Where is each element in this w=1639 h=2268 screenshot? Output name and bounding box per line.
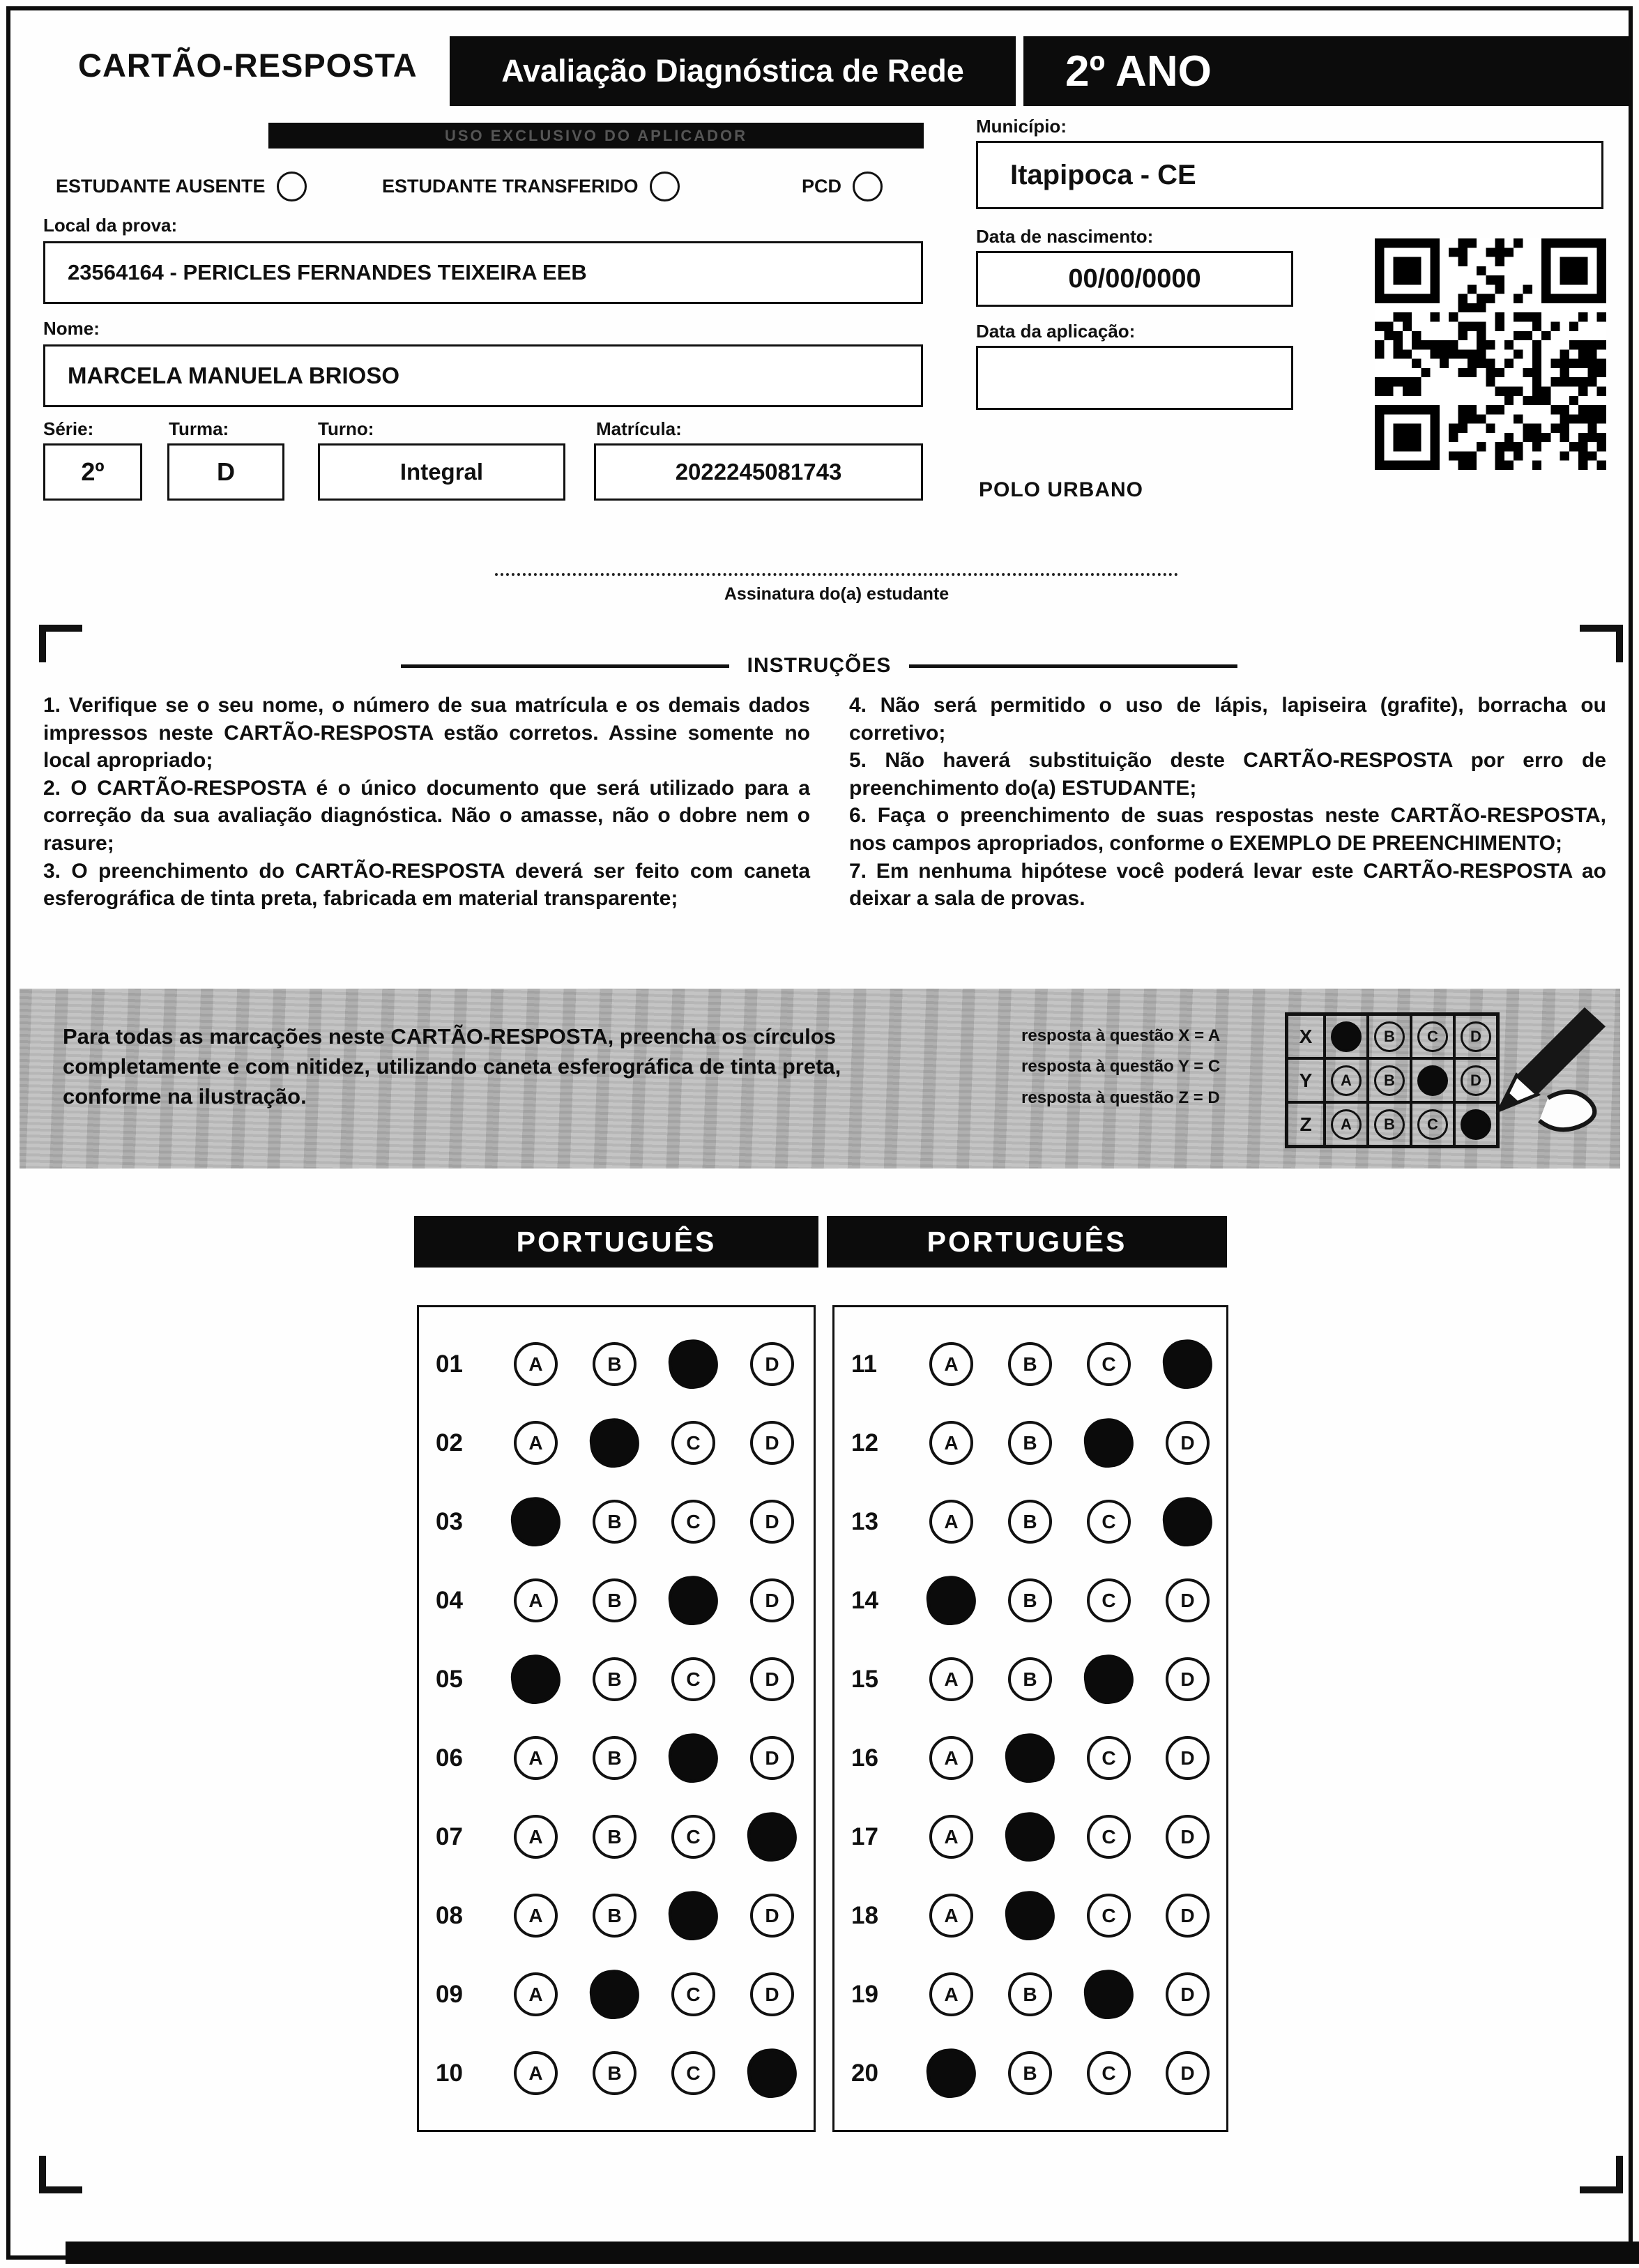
instructions-heading [401,654,1237,678]
nome-value: MARCELA MANUELA BRIOSO [43,344,923,407]
answer-bubble-01-C-marked [666,1337,721,1392]
answer-bubble-12-D: D [1166,1421,1210,1465]
answer-bubble-14-C: C [1087,1578,1131,1622]
answer-bubble-17-B-marked [1003,1809,1058,1864]
example-cell-X-B [1368,1014,1411,1058]
answer-bubble-10-A: A [514,2051,558,2095]
answer-bubble-16-A: A [929,1736,973,1780]
answer-bubble-02-A: A [514,1421,558,1465]
example-bubble-Z-C: C [1417,1109,1448,1140]
question-row-05 [436,1657,814,1701]
example-row-label-Z: Z [1287,1102,1325,1146]
answer-bubble-18-C: C [1087,1894,1131,1938]
example-bubble-Y-C-marked [1417,1065,1448,1096]
answer-bubble-07-A: A [514,1815,558,1859]
answer-bubble-13-A: A [929,1500,973,1544]
answer-bubble-08-C-marked [666,1888,721,1943]
question-number-11: 11 [851,1350,877,1378]
pen-hand-icon [1487,994,1609,1144]
answer-bubble-01-B: B [593,1342,636,1386]
answer-bubble-15-B: B [1008,1657,1052,1701]
answer-bubble-18-B-marked [1003,1888,1058,1943]
example-bubble-Z-A: A [1331,1109,1362,1140]
qr-code [1375,238,1606,470]
answer-bubble-16-D: D [1166,1736,1210,1780]
example-cell-Y-A [1325,1058,1368,1102]
question-number-09: 09 [436,1980,463,2008]
answer-bubble-04-D: D [750,1578,794,1622]
question-row-09 [436,1972,814,2016]
example-bubble-Y-D: D [1461,1065,1491,1096]
answer-bubble-03-A-marked [508,1494,563,1549]
answer-bubble-10-C: C [671,2051,715,2095]
answer-bubble-11-B: B [1008,1342,1052,1386]
answer-bubble-01-D: D [750,1342,794,1386]
answer-bubble-07-D-marked [745,1809,800,1864]
instruction-item-6: 6. Faça o preenchimento de suas respostas neste CARTÃO-RESPOSTA, nos campos apropriados, conforme o EXEMPLO DE PREENCHIMENTO; [849,804,1606,855]
answer-bubble-18-D: D [1166,1894,1210,1938]
question-row-01 [436,1342,814,1386]
example-row-label-Y: Y [1287,1058,1325,1102]
instructions-column-right [849,692,1606,913]
answer-bubble-17-D: D [1166,1815,1210,1859]
fill-example-key [1021,1021,1220,1113]
answer-bubble-01-A: A [514,1342,558,1386]
corner-mark-top-left [39,625,82,662]
answer-bubble-09-C: C [671,1972,715,2016]
answer-bubble-09-B-marked [587,1967,642,2022]
answer-bubble-07-C: C [671,1815,715,1859]
question-row-06 [436,1736,814,1780]
section-title-portugues-1: PORTUGUÊS [414,1216,818,1268]
pcd-bubble [853,172,883,201]
answer-bubble-17-A: A [929,1815,973,1859]
answer-bubble-20-C: C [1087,2051,1131,2095]
answer-bubble-07-B: B [593,1815,636,1859]
matricula-label: Matrícula: [596,418,682,439]
answer-bubble-15-D: D [1166,1657,1210,1701]
question-row-17 [851,1815,1226,1859]
corner-mark-bottom-right [1580,2156,1623,2193]
answer-bubble-02-B-marked [587,1415,642,1470]
estudante-transferido-bubble [650,172,680,201]
answer-bubble-13-C: C [1087,1500,1131,1544]
question-number-03: 03 [436,1507,463,1535]
status-estudante-transferido [382,172,680,201]
fill-example-text: Para todas as marcações neste CARTÃO-RESPOSTA, preencha os círculos completamente e com nitidez, utilizando caneta esferográfica de tinta preta, conforme na ilustração. [63,1024,841,1109]
question-row-19 [851,1972,1226,2016]
instructions-column-left [43,692,810,913]
question-row-14 [851,1578,1226,1622]
exam-name-banner: Avaliação Diagnóstica de Rede [450,36,1016,106]
municipio-label: Município: [976,116,1067,137]
question-number-18: 18 [851,1901,878,1929]
answer-bubble-11-D-marked [1160,1337,1215,1392]
data-aplicacao-label: Data da aplicação: [976,321,1136,342]
question-row-07 [436,1815,814,1859]
answer-bubble-03-D: D [750,1500,794,1544]
question-row-20 [851,2051,1226,2095]
answer-bubble-19-C-marked [1081,1967,1136,2022]
signature-line [495,573,1178,576]
example-bubble-Y-A: A [1331,1065,1362,1096]
page-title: CARTÃO-RESPOSTA [78,47,418,84]
municipio-value: Itapipoca - CE [976,141,1603,209]
answer-bubble-19-A: A [929,1972,973,2016]
example-bubble-X-D: D [1461,1021,1491,1052]
status-label: ESTUDANTE TRANSFERIDO [382,176,639,197]
instruction-item-4: 4. Não será permitido o uso de lápis, lapiseira (grafite), borracha ou corretivo; [849,694,1606,745]
answer-bubble-19-D: D [1166,1972,1210,2016]
answer-bubble-03-C: C [671,1500,715,1544]
nome-label: Nome: [43,318,100,339]
answer-bubble-15-A: A [929,1657,973,1701]
instruction-item-7: 7. Em nenhuma hipótese você poderá levar este CARTÃO-RESPOSTA ao deixar a sala de provas. [849,859,1606,911]
example-cell-Y-B [1368,1058,1411,1102]
question-row-18 [851,1894,1226,1938]
question-number-02: 02 [436,1429,463,1456]
answer-bubble-12-A: A [929,1421,973,1465]
answer-bubble-08-A: A [514,1894,558,1938]
answer-bubble-08-D: D [750,1894,794,1938]
answer-grid-questions-01-10 [417,1305,816,2132]
answer-bubble-04-C-marked [666,1573,721,1628]
answer-bubble-11-A: A [929,1342,973,1386]
answer-bubble-20-A-marked [924,2046,979,2101]
key-line-y: resposta à questão Y = C [1021,1057,1221,1076]
answer-bubble-16-B-marked [1003,1730,1058,1786]
answer-bubble-15-C-marked [1081,1652,1136,1707]
key-line-x: resposta à questão X = A [1021,1026,1221,1045]
question-number-20: 20 [851,2059,878,2087]
instructions-title: INSTRUÇÕES [747,654,892,677]
instruction-item-5: 5. Não haverá substituição deste CARTÃO-RESPOSTA por erro de preenchimento do(a) ESTUDANTE; [849,749,1606,800]
answer-bubble-14-B: B [1008,1578,1052,1622]
answer-bubble-13-D-marked [1160,1494,1215,1549]
answer-bubble-02-C: C [671,1421,715,1465]
local-da-prova-label: Local da prova: [43,215,178,236]
answer-bubble-05-D: D [750,1657,794,1701]
grade-banner: 2º ANO [1023,36,1629,106]
answer-bubble-05-A-marked [508,1652,563,1707]
example-bubble-X-A-marked [1331,1021,1362,1052]
matricula-value: 2022245081743 [594,443,923,501]
question-row-04 [436,1578,814,1622]
question-row-15 [851,1657,1226,1701]
answer-bubble-09-D: D [750,1972,794,2016]
answer-bubble-10-D-marked [745,2046,800,2101]
answer-bubble-13-B: B [1008,1500,1052,1544]
answer-bubble-10-B: B [593,2051,636,2095]
section-title-portugues-2: PORTUGUÊS [827,1216,1227,1268]
answer-bubble-14-A-marked [924,1573,979,1628]
question-number-16: 16 [851,1744,878,1772]
answer-bubble-04-A: A [514,1578,558,1622]
status-estudante-ausente [56,172,307,201]
example-bubble-Z-B: B [1374,1109,1405,1140]
question-row-12 [851,1421,1226,1465]
data-aplicacao-value [976,346,1293,410]
local-da-prova-value: 23564164 - PERICLES FERNANDES TEIXEIRA EEB [43,241,923,304]
data-nascimento-value: 00/00/0000 [976,251,1293,307]
turma-value: D [167,443,284,501]
question-number-15: 15 [851,1665,878,1693]
serie-label: Série: [43,418,94,439]
turma-label: Turma: [169,418,229,439]
fill-example-grid [1285,1012,1500,1148]
answer-bubble-11-C: C [1087,1342,1131,1386]
instruction-item-2: 2. O CARTÃO-RESPOSTA é o único documento que será utilizado para a correção da sua avaliação diagnóstica. Não o amasse, não o dobre nem o rasure; [43,776,810,855]
question-number-07: 07 [436,1822,463,1850]
answer-bubble-05-B: B [593,1657,636,1701]
polo-urbano-text: POLO URBANO [979,478,1143,501]
example-row-label-X: X [1287,1014,1325,1058]
answer-bubble-02-D: D [750,1421,794,1465]
question-number-19: 19 [851,1980,878,2008]
answer-bubble-16-C: C [1087,1736,1131,1780]
corner-mark-top-right [1580,625,1623,662]
question-row-13 [851,1500,1226,1544]
question-number-12: 12 [851,1429,878,1456]
example-cell-Z-A [1325,1102,1368,1146]
question-number-08: 08 [436,1901,463,1929]
example-cell-Y-C [1411,1058,1454,1102]
question-row-02 [436,1421,814,1465]
heading-rule-right [909,664,1237,668]
answer-bubble-14-D: D [1166,1578,1210,1622]
signature-label: Assinatura do(a) estudante [724,584,950,604]
answer-bubble-08-B: B [593,1894,636,1938]
answer-bubble-17-C: C [1087,1815,1131,1859]
answer-bubble-06-A: A [514,1736,558,1780]
question-row-08 [436,1894,814,1938]
answer-bubble-12-B: B [1008,1421,1052,1465]
answer-bubble-04-B: B [593,1578,636,1622]
answer-bubble-20-B: B [1008,2051,1052,2095]
key-line-z: resposta à questão Z = D [1021,1088,1220,1107]
answer-bubble-06-D: D [750,1736,794,1780]
question-number-01: 01 [436,1350,463,1378]
answer-bubble-09-A: A [514,1972,558,2016]
estudante-ausente-bubble [277,172,307,201]
example-cell-Z-C [1411,1102,1454,1146]
question-number-05: 05 [436,1665,463,1693]
question-number-14: 14 [851,1586,878,1614]
status-pcd [802,172,883,201]
example-cell-Z-B [1368,1102,1411,1146]
answer-bubble-19-B: B [1008,1972,1052,2016]
example-bubble-X-B: B [1374,1021,1405,1052]
example-bubble-X-C: C [1417,1021,1448,1052]
status-label: ESTUDANTE AUSENTE [56,176,266,197]
question-row-03 [436,1500,814,1544]
serie-value: 2º [43,443,142,501]
question-number-17: 17 [851,1822,878,1850]
admin-use-bar: USO EXCLUSIVO DO APLICADOR [268,123,924,149]
answer-bubble-06-B: B [593,1736,636,1780]
instruction-item-3: 3. O preenchimento do CARTÃO-RESPOSTA deverá ser feito com caneta esferográfica de tinta preta, fabricada em material transparente; [43,859,810,911]
example-bubble-Y-B: B [1374,1065,1405,1096]
turno-label: Turno: [318,418,374,439]
question-number-06: 06 [436,1744,463,1772]
answer-grid-questions-11-20 [832,1305,1228,2132]
answer-bubble-05-C: C [671,1657,715,1701]
scan-artifact-bottom-bar [66,2242,1639,2264]
question-number-10: 10 [436,2059,463,2087]
answer-bubble-06-C-marked [666,1730,721,1786]
question-row-10 [436,2051,814,2095]
answer-bubble-03-B: B [593,1500,636,1544]
answer-bubble-20-D: D [1166,2051,1210,2095]
example-cell-X-C [1411,1014,1454,1058]
answer-bubble-12-C-marked [1081,1415,1136,1470]
corner-mark-bottom-left [39,2156,82,2193]
data-nascimento-label: Data de nascimento: [976,226,1154,247]
question-number-13: 13 [851,1507,878,1535]
heading-rule-left [401,664,729,668]
answer-bubble-18-A: A [929,1894,973,1938]
question-row-16 [851,1736,1226,1780]
turno-value: Integral [318,443,565,501]
question-row-11 [851,1342,1226,1386]
question-number-04: 04 [436,1586,463,1614]
example-cell-X-A [1325,1014,1368,1058]
status-label: PCD [802,176,842,197]
instruction-item-1: 1. Verifique se o seu nome, o número de sua matrícula e os demais dados impressos neste CARTÃO-RESPOSTA estão corretos. Assine somente no local apropriado; [43,694,810,773]
fill-example-band [20,989,1620,1169]
